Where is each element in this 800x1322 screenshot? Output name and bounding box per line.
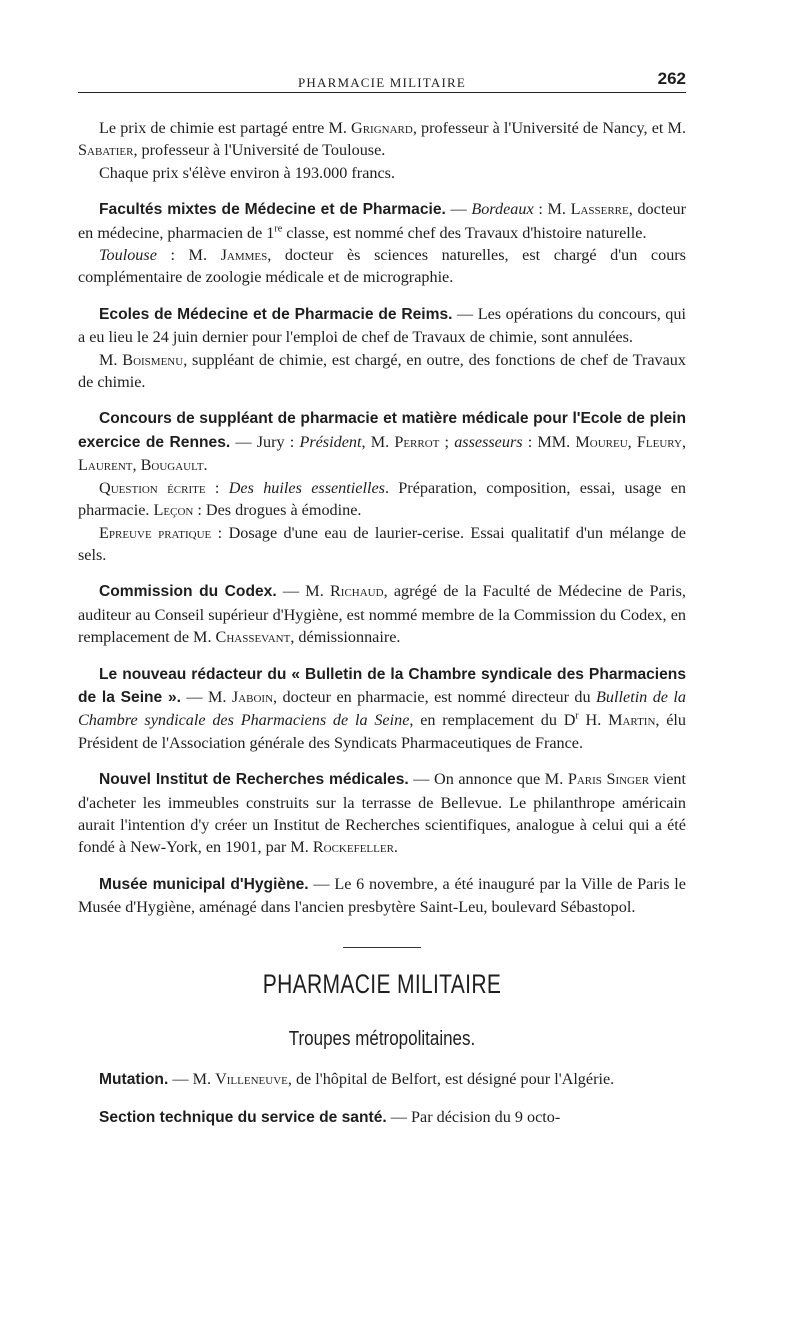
entry-codex <box>78 580 686 648</box>
section-title: PHARMACIE MILITAIRE <box>262 969 502 1000</box>
text: . <box>203 456 208 475</box>
paragraph <box>78 768 686 859</box>
text: : MM. <box>522 432 576 451</box>
paragraph <box>78 580 686 648</box>
paragraph <box>78 522 686 567</box>
text: — Jury : <box>230 432 300 451</box>
paragraph <box>78 117 686 162</box>
text: , agrégé de la Faculté de Médecine de Paris, auditeur au Conseil supérieur d'Hygiène, est nommé membre de la Commission du Codex, en remplacement de M. <box>78 582 686 647</box>
text: : Dosage d'une eau de laurier-cerise. Essai qualitatif d'un mélange de sels. <box>78 523 686 564</box>
text: — Le 6 novembre, a été inauguré par la Ville de Paris le Musée d'Hygiène, aménagé dans l'ancien presbytère Saint-Leu, boulevard Sébastopol. <box>78 874 686 917</box>
paragraph <box>78 1068 686 1091</box>
paragraph <box>78 198 686 244</box>
entry-heading: Le nouveau rédacteur du « Bulletin de la Chambre syndicale des Pharmaciens de la Seine ». <box>78 665 686 706</box>
text: , suppléant de chimie, est chargé, en outre, des fonctions de chef de Travaux de chimie. <box>78 350 686 392</box>
page-header <box>78 64 686 93</box>
text: classe, est nommé chef des Travaux d'histoire naturelle. <box>282 223 647 242</box>
person-name: Jaboin <box>231 687 274 706</box>
person-name: Perrot <box>394 432 440 451</box>
entry-reims <box>78 303 686 394</box>
exam-label: Epreuve pratique <box>99 523 212 542</box>
text: , docteur en médecine, pharmacien de 1 <box>78 200 686 242</box>
text: , en remplacement du D <box>409 711 576 730</box>
entry-heading: Musée municipal d'Hygiène. <box>99 875 309 893</box>
text: : M. <box>533 200 571 219</box>
entry-heading: Nouvel Institut de Recherches médicales. <box>99 771 409 789</box>
text: M. <box>99 350 123 369</box>
text: , docteur ès sciences naturelles, est chargé d'un cours complémentaire de zoologie médicale et de micrographie. <box>78 246 686 287</box>
paragraph: Chaque prix s'élève environ à 193.000 francs. <box>99 163 395 182</box>
section-divider <box>343 947 421 949</box>
page <box>78 64 686 1143</box>
exam-topic: Des huiles essentielles <box>228 478 385 497</box>
text: , professeur à l'Université de Nancy, et M. <box>412 119 686 137</box>
city-name: Toulouse <box>99 246 157 265</box>
text: , de l'hôpital de Belfort, est désigné pour l'Algérie. <box>287 1070 615 1089</box>
exam-label: Question écrite <box>99 478 206 497</box>
person-name: Chassevant <box>215 628 291 647</box>
superscript: re <box>274 223 283 235</box>
entry-prix-chimie <box>78 117 686 184</box>
page-number: 262 <box>657 69 686 88</box>
news-entries <box>78 117 686 1129</box>
paragraph <box>78 477 686 522</box>
paragraph <box>78 407 686 476</box>
person-names: Moureu, Fleury, Laurent, Bougault <box>78 432 686 475</box>
entry-facultes-mixtes <box>78 198 686 289</box>
text: , professeur à l'Université de Toulouse. <box>133 141 386 160</box>
role-label: Président <box>299 432 362 451</box>
entry-section-technique <box>78 1106 686 1129</box>
person-name: Boismenu <box>122 350 184 369</box>
person-name: Martin <box>608 711 656 730</box>
paragraph <box>78 873 686 919</box>
text: Le prix de chimie est partagé entre M. <box>99 119 352 137</box>
text: : Des drogues à émodine. <box>193 501 362 520</box>
city-name: Bordeaux <box>471 200 534 219</box>
text: — Les opérations du concours, qui a eu lieu le 24 juin dernier pour l'emploi de chef de Travaux de chimie, sont annulées. <box>78 304 686 347</box>
person-name: Paris Singer <box>567 770 650 789</box>
text: — M. <box>276 582 330 601</box>
text: — On annonce que M. <box>408 770 568 789</box>
text: , élu Président de l'Association générale des Syndicats Pharmaceutiques de France. <box>78 711 687 752</box>
entry-heading: Commission du Codex. <box>99 583 277 601</box>
text: — M. <box>180 687 232 706</box>
person-name: Sabatier <box>78 141 134 160</box>
running-title: PHARMACIE MILITAIRE <box>297 75 466 90</box>
person-name: Lasserre <box>570 200 629 219</box>
paragraph <box>78 349 686 394</box>
text: . Préparation, composition, essai, usage en pharmacie. <box>78 478 686 520</box>
entry-heading: Ecoles de Médecine et de Pharmacie de Reims. <box>99 305 453 323</box>
entry-heading: Concours de suppléant de pharmacie et matière médicale pour l'Ecole de plein exercice de Rennes. <box>78 410 686 451</box>
text: , docteur en pharmacie, est nommé directeur du <box>273 687 597 706</box>
person-name: Jammes <box>220 246 268 265</box>
text: : M. <box>156 246 221 265</box>
text: . <box>393 838 398 857</box>
exam-label: Leçon <box>153 501 194 520</box>
text: — Par décision du 9 octo- <box>386 1107 561 1126</box>
paragraph <box>78 1106 686 1129</box>
text: — <box>445 200 472 219</box>
entry-concours-rennes <box>78 407 686 566</box>
text: , M. <box>361 432 395 451</box>
person-name: Richaud <box>329 582 384 601</box>
person-name: Grignard <box>351 119 413 137</box>
entry-musee <box>78 873 686 919</box>
person-name: Rockefeller <box>312 838 394 857</box>
entry-redacteur <box>78 663 686 755</box>
entry-heading: Section technique du service de santé. <box>99 1108 387 1126</box>
subsection-title: Troupes métropolitaines. <box>288 1028 476 1051</box>
entry-heading: Facultés mixtes de Médecine et de Pharmacie. <box>99 201 446 219</box>
entry-mutation <box>78 1068 686 1091</box>
superscript: r <box>575 710 579 722</box>
text: — M. <box>168 1070 216 1089</box>
entry-institut <box>78 768 686 859</box>
role-label: assesseurs <box>454 432 523 451</box>
text: ; <box>439 432 455 451</box>
text: , démissionnaire. <box>290 628 401 647</box>
text: vient d'acheter les immeubles construits sur la terrasse de Bellevue. Le philanthrope américain aurait l'intention d'y créer un Institut de Recherches scientifiques, analogue à celui qui a été fondé à New-York, en 1901, par M. <box>78 770 686 857</box>
publication-title: Bulletin de la Chambre syndicale des Pharmaciens de la Seine <box>78 687 687 730</box>
paragraph <box>78 663 686 755</box>
entry-heading: Mutation. <box>99 1071 169 1089</box>
text: H. <box>578 711 609 730</box>
person-name: Villeneuve <box>215 1070 288 1089</box>
paragraph <box>78 244 686 289</box>
paragraph <box>78 303 686 349</box>
text: : <box>205 478 229 497</box>
